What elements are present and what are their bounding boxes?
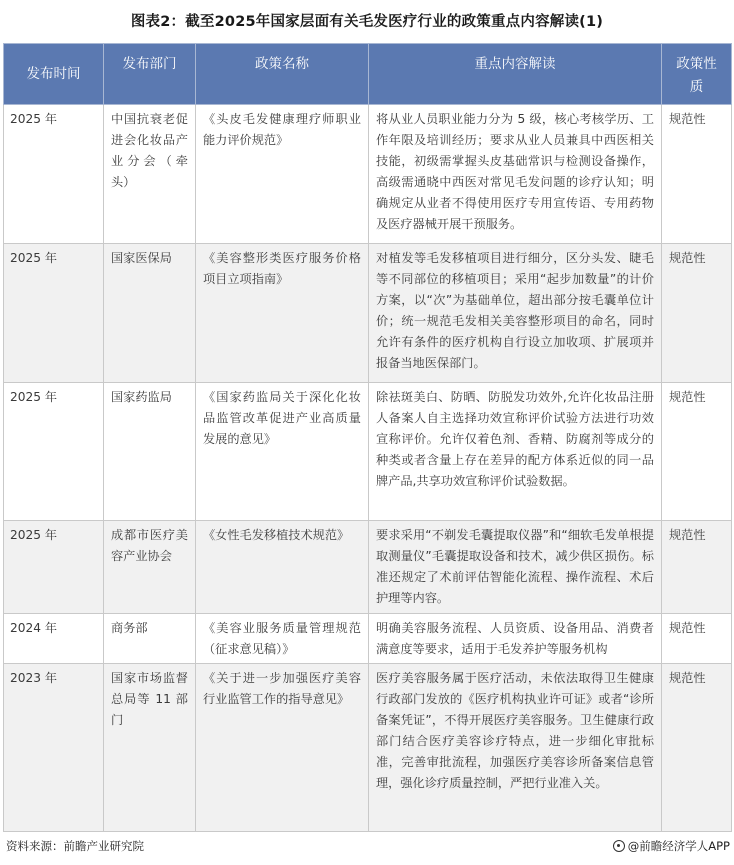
cell-date: 2024 年 <box>4 614 104 664</box>
cell-nature: 规范性 <box>662 614 732 664</box>
cell-content: 要求采用“不剃发毛囊提取仪器”和“细软毛发单根提取测量仪”毛囊提取设备和技术，减少供区损伤。标准还规定了术前评估智能化流程、操作流程、术后护理等内容。 <box>369 521 662 614</box>
cell-content: 将从业人员职业能力分为 5 级，核心考核学历、工作年限及培训经历；要求从业人员兼具中西医相关技能，初级需掌握头皮基础常识与检测设备操作，高级需通晓中西医对常见毛发问题的诊疗认知；明确规定从业者不得使用医疗专用宣传语、专用药物及医疗器械开展干预服务。 <box>369 105 662 244</box>
table-row <box>4 664 732 832</box>
brand-label: @前瞻经济学人APP <box>627 839 730 853</box>
header-policy-name: 政策名称 <box>196 44 369 105</box>
cell-dept: 中国抗衰老促进会化妆品产业分会（牵头） <box>104 105 196 244</box>
cell-nature: 规范性 <box>662 383 732 521</box>
header-dept: 发布部门 <box>104 44 196 105</box>
cell-policy-name: 《美容业服务质量管理规范（征求意见稿）》 <box>196 614 369 664</box>
cell-policy-name: 《关于进一步加强医疗美容行业监管工作的指导意见》 <box>196 664 369 832</box>
cell-date: 2025 年 <box>4 383 104 521</box>
cell-date: 2025 年 <box>4 244 104 383</box>
cell-dept: 国家医保局 <box>104 244 196 383</box>
policy-table <box>3 43 732 832</box>
cell-dept: 国家药监局 <box>104 383 196 521</box>
table-header-row <box>4 44 732 105</box>
header-content: 重点内容解读 <box>369 44 662 105</box>
cell-policy-name: 《美容整形类医疗服务价格项目立项指南》 <box>196 244 369 383</box>
cell-date: 2025 年 <box>4 105 104 244</box>
cell-content: 除祛斑美白、防晒、防脱发功效外,允许化妆品注册人备案人自主选择功效宣称评价试验方法进行功效宣称评价。允许仅着色剂、香精、防腐剂等成分的种类或者含量上存在差异的配方体系近似的同一品牌产品,共享功效宣称评价试验数据。 <box>369 383 662 521</box>
cell-nature: 规范性 <box>662 244 732 383</box>
cell-policy-name: 《女性毛发移植技术规范》 <box>196 521 369 614</box>
cell-policy-name: 《国家药监局关于深化化妆品监管改革促进产业高质量发展的意见》 <box>196 383 369 521</box>
chart-title: 图表2：截至2025年国家层面有关毛发医疗行业的政策重点内容解读(1) <box>130 14 604 30</box>
cell-policy-name: 《头皮毛发健康理疗师职业能力评价规范》 <box>196 105 369 244</box>
cell-dept: 国家市场监督总局等 11 部门 <box>104 664 196 832</box>
cell-nature: 规范性 <box>662 664 732 832</box>
cell-nature: 规范性 <box>662 105 732 244</box>
cell-dept: 成都市医疗美容产业协会 <box>104 521 196 614</box>
brand-logo-icon <box>613 840 625 852</box>
table-row <box>4 383 732 521</box>
header-nature: 政策性质 <box>662 44 732 105</box>
cell-content: 明确美容服务流程、人员资质、设备用品、消费者满意度等要求，适用于毛发养护等服务机构 <box>369 614 662 664</box>
cell-nature: 规范性 <box>662 521 732 614</box>
brand-credit <box>613 838 730 854</box>
cell-dept: 商务部 <box>104 614 196 664</box>
source-note: 资料来源：前瞻产业研究院 <box>6 839 144 853</box>
table-row <box>4 521 732 614</box>
header-date: 发布时间 <box>4 44 104 105</box>
cell-content: 医疗美容服务属于医疗活动，未依法取得卫生健康行政部门发放的《医疗机构执业许可证》或者“诊所备案凭证”，不得开展医疗美容服务。卫生健康行政部门结合医疗美容诊疗特点，进一步细化审批标准，完善审批流程，加强医疗美容诊所备案信息管理，强化诊疗质量控制，严把行业准入关。 <box>369 664 662 832</box>
cell-date: 2025 年 <box>4 521 104 614</box>
table-row <box>4 105 732 244</box>
cell-content: 对植发等毛发移植项目进行细分，区分头发、睫毛等不同部位的移植项目；采用“起步加数量”的计价方案，以“次”为基础单位，超出部分按毛囊单位计价；统一规范毛发相关美容整形项目的命名，同时允许有条件的医疗机构自行设立加收项、扩展项并报备当地医保部门。 <box>369 244 662 383</box>
table-row <box>4 614 732 664</box>
table-row <box>4 244 732 383</box>
cell-date: 2023 年 <box>4 664 104 832</box>
